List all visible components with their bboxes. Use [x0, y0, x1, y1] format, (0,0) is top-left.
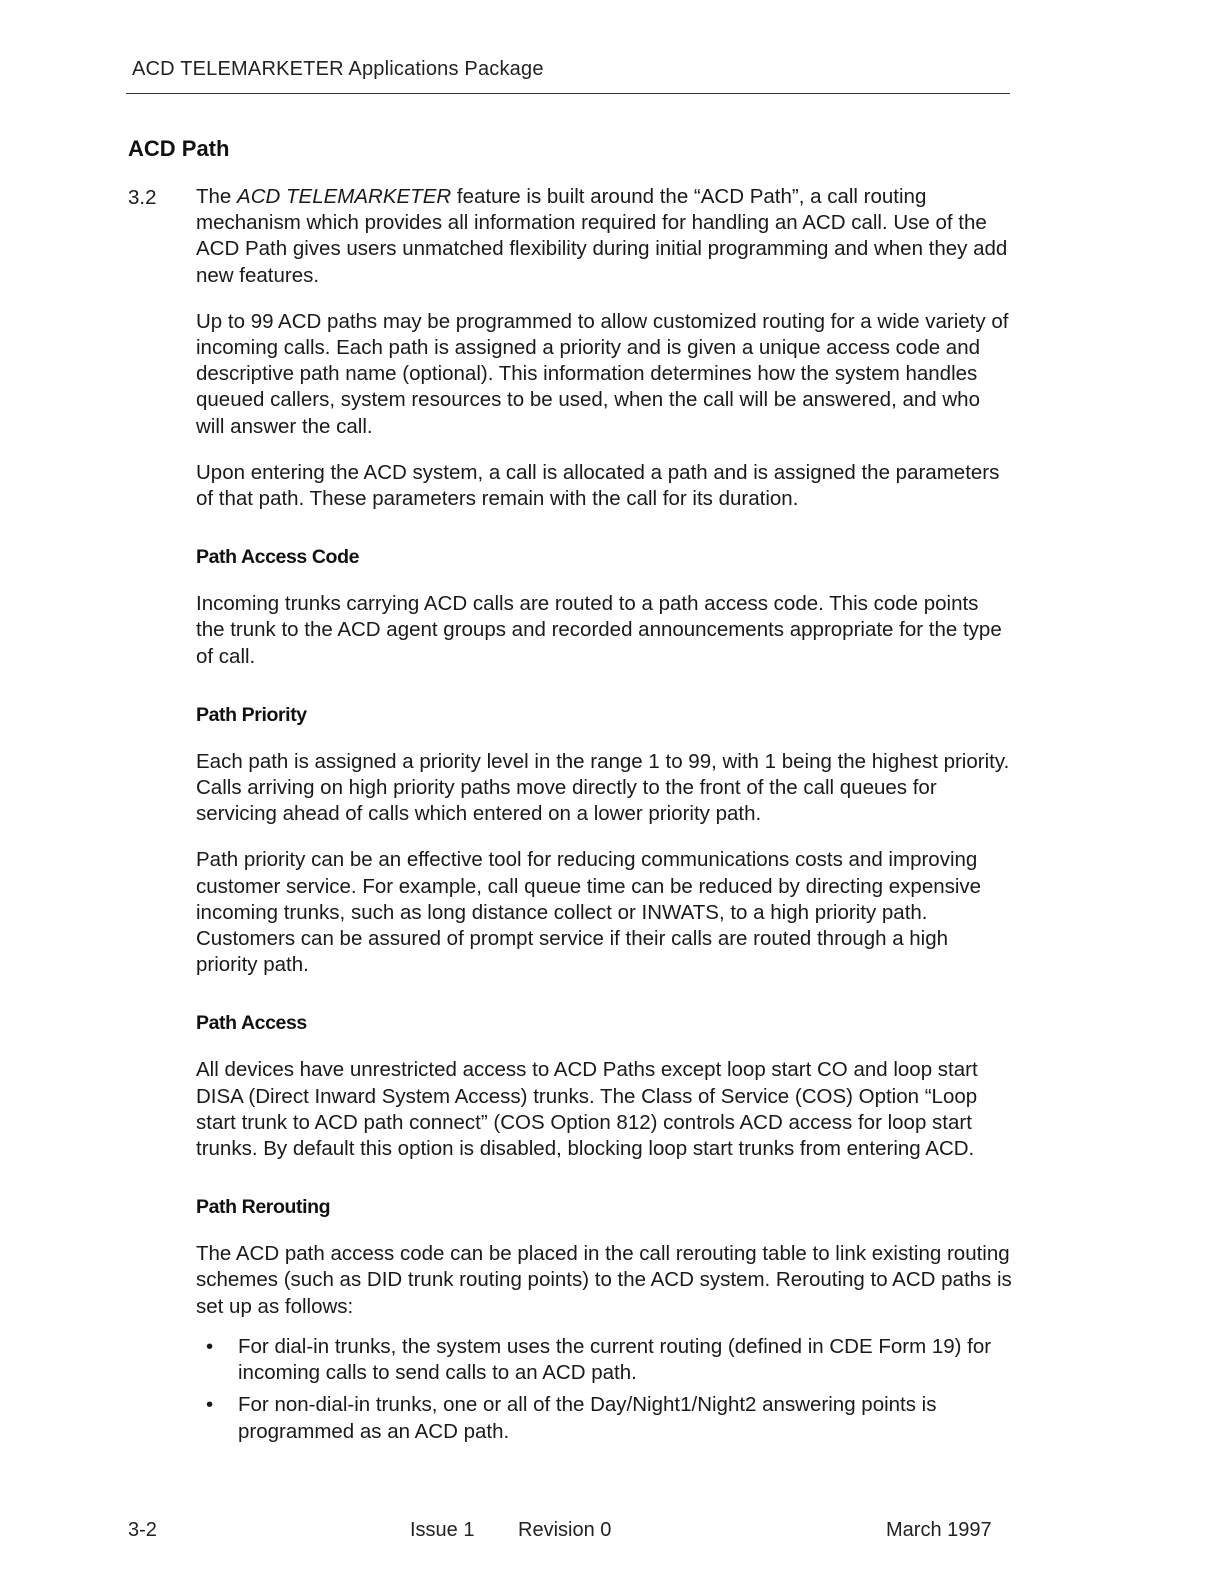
- heading-path-access-code: Path Access Code: [196, 546, 360, 569]
- intro-p1-pre: The: [196, 185, 238, 208]
- list-item: [196, 1392, 1012, 1444]
- running-header: ACD TELEMARKETER Applications Package: [132, 58, 544, 80]
- path-priority-paragraph-1: Each path is assigned a priority level in the range 1 to 99, with 1 being the highest priority. Calls arriving on high priority paths move directly to the front of the call queues for servicing ahead of calls which entered on a lower priority path.: [196, 749, 1010, 826]
- intro-paragraph-1: [196, 184, 1012, 289]
- heading-path-rerouting: Path Rerouting: [196, 1196, 331, 1219]
- path-priority-paragraph-2: Path priority can be an effective tool for reducing communications costs and improving customer service. For example, call queue time can be reduced by directing expensive incoming trunks, such as long distance collect or INWATS, to a high priority path. Customers can be assured of prompt service if their calls are routed through a high priority path.: [196, 848, 982, 977]
- heading-path-priority: Path Priority: [196, 703, 307, 726]
- paragraph-number: 3.2: [128, 186, 157, 209]
- intro-paragraph-3: Upon entering the ACD system, a call is allocated a path and is assigned the parameters of that path. These parameters remain with the call for its duration.: [196, 460, 1000, 511]
- footer-page-number: 3-2: [128, 1519, 157, 1541]
- intro-p1-post: feature is built around the “ACD Path”, a call routing mechanism which provides all information required for handling an ACD call. Use of the ACD Path gives users unmatched flexibility during initial programming and when they add new features.: [196, 185, 1008, 287]
- path-access-code-paragraph: Incoming trunks carrying ACD calls are routed to a path access code. This code points the trunk to the ACD agent groups and recorded announcements appropriate for the type of call.: [196, 592, 1002, 668]
- section-body: [196, 184, 1012, 1451]
- path-access-paragraph: All devices have unrestricted access to ACD Paths except loop start CO and loop start DISA (Direct Inward System Access) trunks. The Class of Service (COS) Option “Loop start trunk to ACD path connect” (COS Option 812) controls ACD access for loop start trunks. By default this option is disabled, blocking loop start trunks from entering ACD.: [196, 1058, 978, 1161]
- bullet-icon: •: [206, 1334, 214, 1358]
- bullet-icon: •: [206, 1393, 214, 1417]
- list-item-text: For non-dial-in trunks, one or all of the Day/Night1/Night2 answering points is programmed as an ACD path.: [238, 1393, 937, 1443]
- list-item: [196, 1334, 1012, 1386]
- product-name-emphasis: ACD TELEMARKETER: [237, 185, 452, 208]
- rerouting-list: [196, 1334, 1012, 1445]
- list-item-text: For dial-in trunks, the system uses the current routing (defined in CDE Form 19) for incoming calls to send calls to an ACD path.: [238, 1334, 992, 1385]
- footer-date: March 1997: [886, 1519, 992, 1541]
- path-rerouting-paragraph: The ACD path access code can be placed in the call rerouting table to link existing routing schemes (such as DID trunk routing points) to the ACD system. Rerouting to ACD paths is set up as follows:: [196, 1242, 1012, 1318]
- section-title: ACD Path: [128, 136, 230, 161]
- intro-paragraph-2: Up to 99 ACD paths may be programmed to allow customized routing for a wide variety of incoming calls. Each path is assigned a priority and is given a unique access code and descriptive path name (optional). This information determines how the system handles queued callers, system resources to be used, when the call will be answered, and who will answer the call.: [196, 309, 1009, 438]
- footer-revision: Revision 0: [518, 1519, 612, 1541]
- heading-path-access: Path Access: [196, 1012, 307, 1035]
- header-rule: [126, 93, 1010, 94]
- footer-issue: Issue 1: [410, 1519, 475, 1541]
